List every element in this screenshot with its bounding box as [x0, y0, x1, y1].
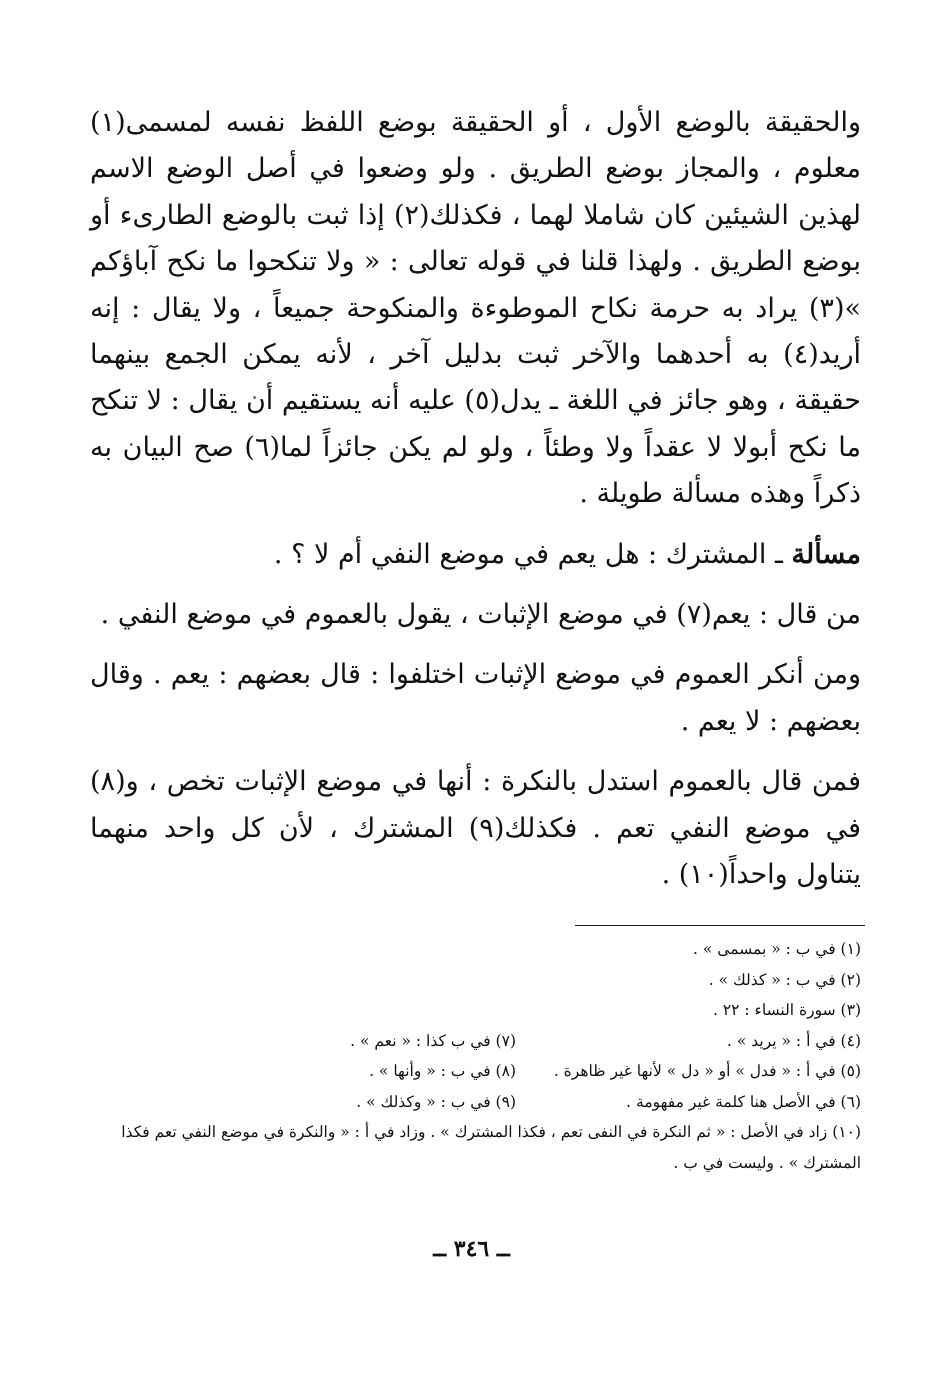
body-paragraph: فمن قال بالعموم استدل بالنكرة : أنها في موضع الإثبات تخص ، و(٨) في موضع النفي تعم . فكذلك(٩) المشترك ، لأن كل واحد منهما يتناول واحداً(١٠) . — [90, 766, 861, 891]
footnote-10: (١٠) زاد في الأصل : « ثم النكرة في النفى تعم ، فكذا المشترك » . وزاد في أ : « والنكرة في موضع النفي تعم فكذا المشترك » . وليست في ب . — [121, 1123, 861, 1172]
question-label: مسألة — [791, 538, 861, 570]
question-paragraph — [90, 532, 861, 578]
footnote-6: (٦) في الأصل هنا كلمة غير مفهومة . — [626, 1092, 861, 1111]
body-paragraph: ومن أنكر العموم في موضع الإثبات اختلفوا : قال بعضهم : يعم . وقال بعضهم : لا يعم . — [90, 659, 861, 737]
footnote-7: (٧) في ب كذا : « نعم » . — [350, 1031, 516, 1050]
footnote-9: (٩) في ب : « وكذلك » . — [356, 1092, 516, 1111]
footnotes — [90, 934, 861, 1178]
body-paragraph: والحقيقة بالوضع الأول ، أو الحقيقة بوضع اللفظ نفسه لمسمى(١) معلوم ، والمجاز بوضع الطريق . ولو وضعوا في أصل الوضع الاسم لهذين الشيئين كان شاملا لهما ، فكذلك(٢) إذا ثبت بالوضع الطارىء أو بوضع الطريق . ولهذا قلنا في قوله تعالى : « ولا تنكحوا ما نكح آباؤكم »(٣) يراد به حرمة نكاح الموطوءة والمنكوحة جميعاً ، ولا يقال : إنه أريد(٤) به أحدهما والآخر ثبت بدليل آخر ، لأنه يمكن الجمع بينهما حقيقة ، وهو جائز في اللغة ـ يدل(٥) عليه أنه يستقيم أن يقال : لا تنكح ما نكح أبولا لا عقداً ولا وطئاً ، ولو لم يكن جائزاً لما(٦) صح البيان به ذكراً وهذه مسألة طويلة . — [90, 107, 861, 510]
page-number: ــ ٣٤٦ ــ — [433, 1236, 510, 1262]
footnote-2: (٢) في ب : « كذلك » . — [708, 970, 861, 989]
question-text: ـ المشترك : هل يعم في موضع النفي أم لا ؟ . — [273, 538, 792, 570]
footnote-divider — [575, 925, 865, 926]
footnote-5: (٥) في أ : « فدل » أو « دل » لأنها غير ظاهرة . — [553, 1062, 861, 1080]
body-paragraph: من قال : يعم(٧) في موضع الإثبات ، يقول بالعموم في موضع النفي . — [100, 599, 861, 631]
footnote-8: (٨) في ب : « وأنها » . — [369, 1062, 516, 1080]
footnote-3: (٣) سورة النساء : ٢٢ . — [712, 1001, 861, 1019]
main-text — [90, 100, 861, 899]
footnote-1: (١) في ب : « بمسمى » . — [693, 940, 861, 958]
footnote-4: (٤) في أ : « يريد » . — [727, 1031, 861, 1050]
